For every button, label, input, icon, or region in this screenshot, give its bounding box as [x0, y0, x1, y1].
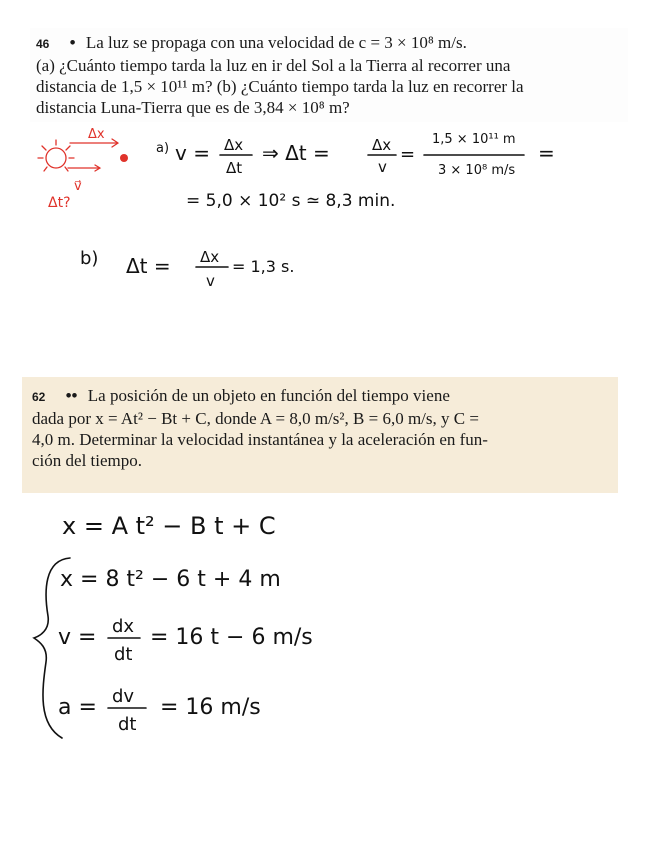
velocity-lhs: v = [58, 625, 97, 650]
equals-sign: = [400, 144, 416, 165]
problem-text-line: 4,0 m. Determinar la velocidad instantánea y la aceleración en fun- [32, 430, 488, 449]
result-b: = 1,3 s. [232, 257, 295, 276]
earth-icon [120, 154, 128, 162]
fraction-denominator: v [206, 272, 215, 290]
acceleration-lhs: a = [58, 695, 97, 720]
problem-text-line: La luz se propaga con una velocidad de c = 3 × 10⁸ m/s. [85, 33, 467, 52]
sketch-v-label: v⃗ [74, 179, 82, 194]
fraction-denominator: Δt [226, 159, 243, 177]
fraction-numerator: Δx [372, 136, 392, 154]
equals-sign: = [538, 141, 555, 165]
part-a-label: a) [156, 141, 170, 156]
problem-text-line: ción del tiempo. [32, 451, 143, 470]
distance-value: 1,5 × 10¹¹ m [432, 132, 516, 147]
fraction-denominator: v [378, 158, 387, 176]
derivative-denominator: dt [118, 714, 137, 735]
problem-text-line: distancia de 1,5 × 10¹¹ m? (b) ¿Cuánto tiempo tarda la luz en recorrer la [36, 77, 524, 96]
part-b-label: b) [80, 248, 99, 269]
sun-rays [38, 140, 74, 171]
sun-icon [46, 148, 66, 168]
derivative-numerator: dv [112, 686, 135, 707]
velocity-rhs: = 16 t − 6 m/s [150, 625, 313, 650]
result-a: = 5,0 × 10² s ≃ 8,3 min. [186, 191, 396, 211]
sun-earth-sketch [38, 127, 128, 211]
problem-text-line: (a) ¿Cuánto tiempo tarda la luz en ir del Sol a la Tierra al recorrer una [36, 56, 511, 75]
velocity-arrow [68, 165, 100, 171]
difficulty-dots: • [69, 33, 76, 52]
acceleration-rhs: = 16 m/s [160, 695, 261, 720]
problem-number: 46 [36, 37, 50, 51]
position-equation: x = 8 t² − 6 t + 4 m [60, 567, 281, 592]
fraction-numerator: Δx [200, 248, 220, 266]
problem-text-line: distancia Luna-Tierra que es de 3,84 × 10⁸ m? [36, 98, 350, 117]
derivative-numerator: dx [112, 616, 135, 637]
implies-dt: ⇒ Δt = [262, 141, 330, 165]
derivative-denominator: dt [114, 644, 133, 665]
solution-62 [34, 512, 313, 738]
velocity-definition: v = [175, 141, 210, 165]
sketch-dt-question: Δt? [48, 195, 71, 211]
position-formula: x = A t² − B t + C [62, 512, 276, 540]
problem-number: 62 [32, 390, 46, 404]
speed-value: 3 × 10⁸ m/s [438, 163, 516, 178]
solution-46b [80, 248, 294, 290]
fraction-numerator: Δx [224, 136, 244, 154]
problem-text-line: La posición de un objeto en función del tiempo viene [87, 386, 450, 405]
sketch-dx-label: Δx [88, 127, 105, 142]
problem-text-line: dada por x = At² − Bt + C, donde A = 8,0 m/s², B = 6,0 m/s, y C = [32, 409, 479, 428]
dt-equals: Δt = [126, 254, 171, 278]
difficulty-dots: •• [65, 386, 78, 405]
solution-46a [156, 132, 555, 211]
